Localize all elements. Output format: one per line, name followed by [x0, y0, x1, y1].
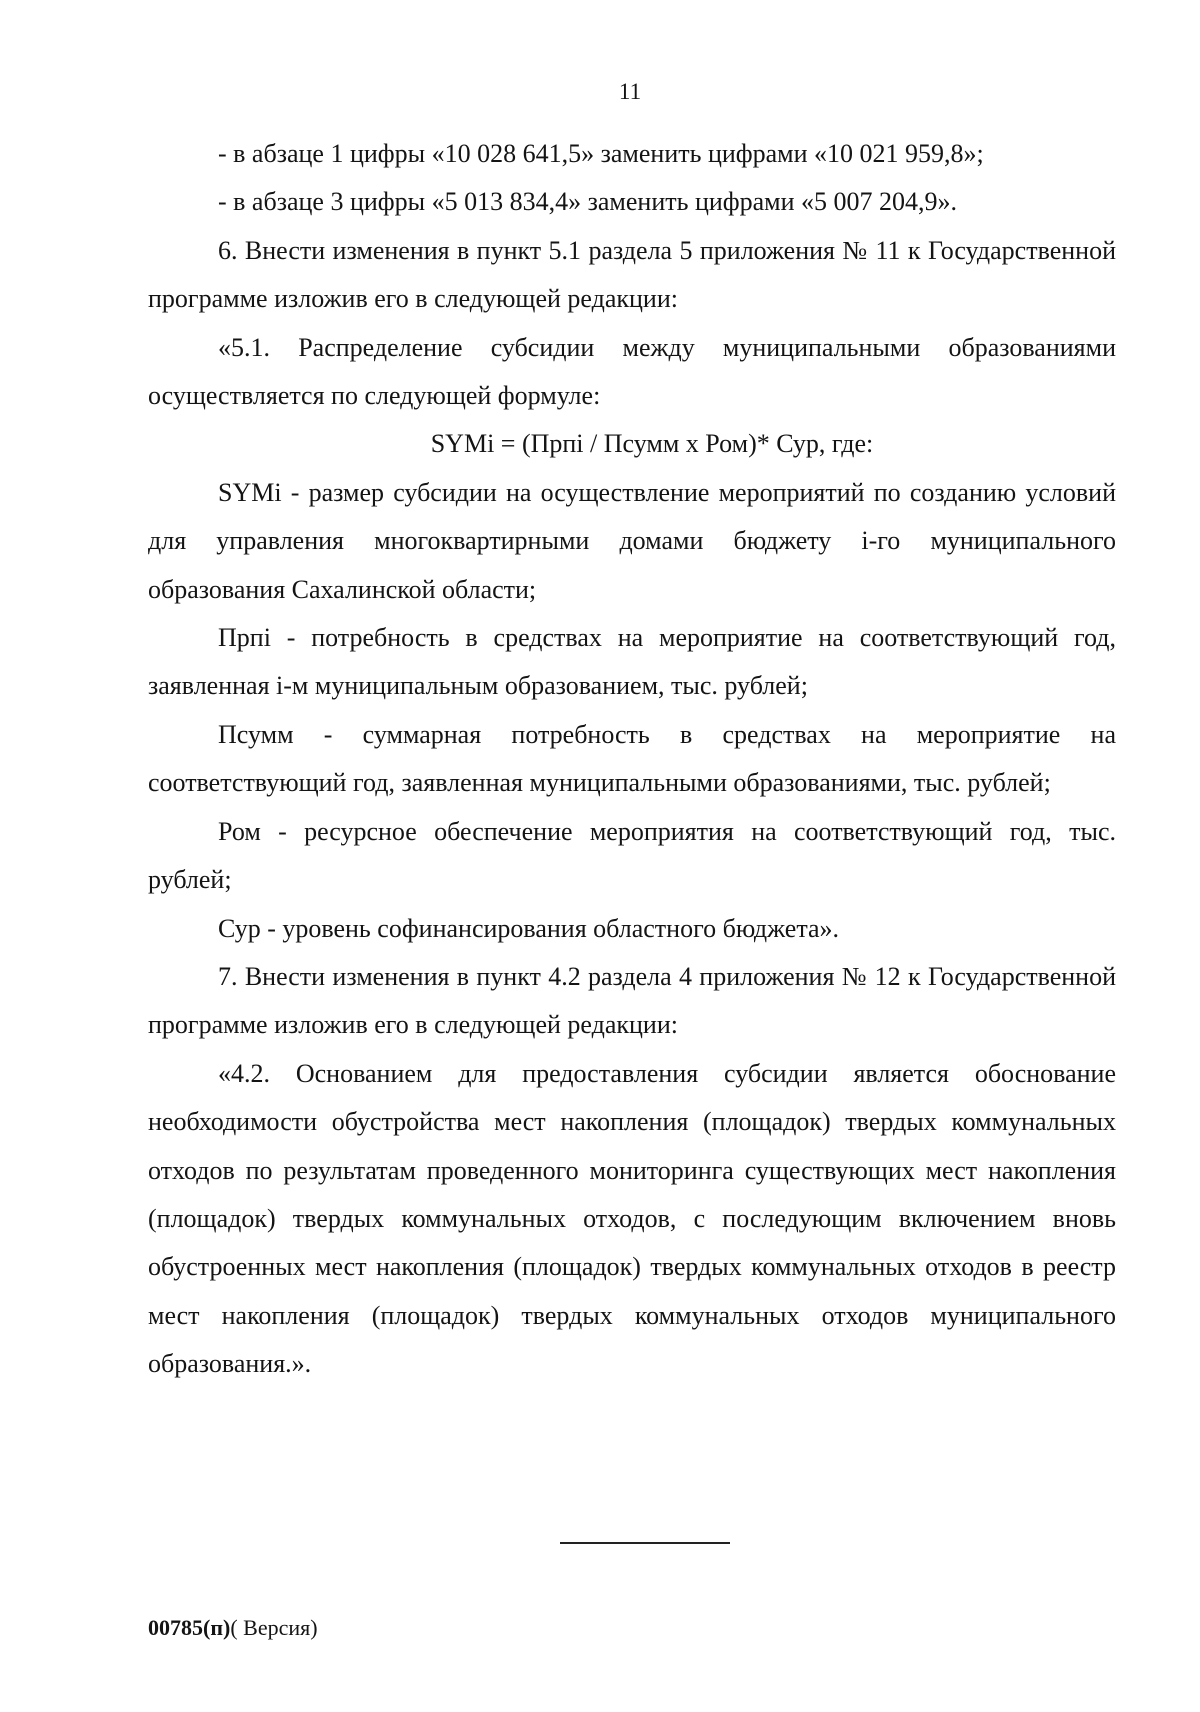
paragraph-clause-4-2: «4.2. Основанием для предоставления субсидии является обоснование необходимости обустройства мест накопления (площадок) твердых коммунальных отходов по результатам проведенного мониторинга существующих мест накопления (площадок) твердых коммунальных отходов, с последующим включением вновь обустроенных мест накопления (площадок) твердых коммунальных отходов в реестр мест накопления (площадок) твердых коммунальных отходов муниципального образования.». — [148, 1058, 1116, 1379]
end-divider — [560, 1542, 730, 1544]
paragraph-clause-5-1: «5.1. Распределение субсидии между муниципальными образованиями осуществляется по следующей формуле: — [148, 332, 1116, 411]
formula: SYMi = (Прпi / Псумм х Ром)* Сур, где: — [430, 429, 874, 459]
paragraph-amendment-3: - в абзаце 3 цифры «5 013 834,4» заменить цифрами «5 007 204,9». — [218, 187, 958, 217]
paragraph-item-7: 7. Внести изменения в пункт 4.2 раздела 4 приложения № 12 к Государственной программе изложив его в следующей редакции: — [148, 961, 1116, 1040]
paragraph-item-6: 6. Внести изменения в пункт 5.1 раздела 5 приложения № 11 к Государственной программе изложив его в следующей редакции: — [148, 235, 1116, 314]
definition-rom: Ром - ресурсное обеспечение мероприятия на соответствующий год, тыс. рублей; — [148, 816, 1116, 895]
document-code — [148, 1614, 318, 1642]
document-version-label: ( Версия) — [230, 1615, 318, 1640]
document-code-number: 00785(п) — [148, 1615, 231, 1640]
definition-sur: Сур - уровень софинансирования областного бюджета». — [218, 913, 840, 943]
definition-psumm: Псумм - суммарная потребность в средствах на мероприятие на соответствующий год, заявленная муниципальными образованиями, тыс. рублей; — [148, 719, 1116, 798]
definition-prpi: Прпi - потребность в средствах на мероприятие на соответствующий год, заявленная i-м муниципальным образованием, тыс. рублей; — [148, 623, 1116, 701]
page-number: 11 — [618, 79, 642, 104]
definition-symi: SYMi - размер субсидии на осуществление мероприятий по созданию условий для управления многоквартирными домами бюджету i-го муниципального образования Сахалинской области; — [148, 477, 1116, 604]
document-body — [148, 130, 1116, 1389]
paragraph-amendment-1: - в абзаце 1 цифры «10 028 641,5» заменить цифрами «10 021 959,8»; — [218, 139, 984, 168]
